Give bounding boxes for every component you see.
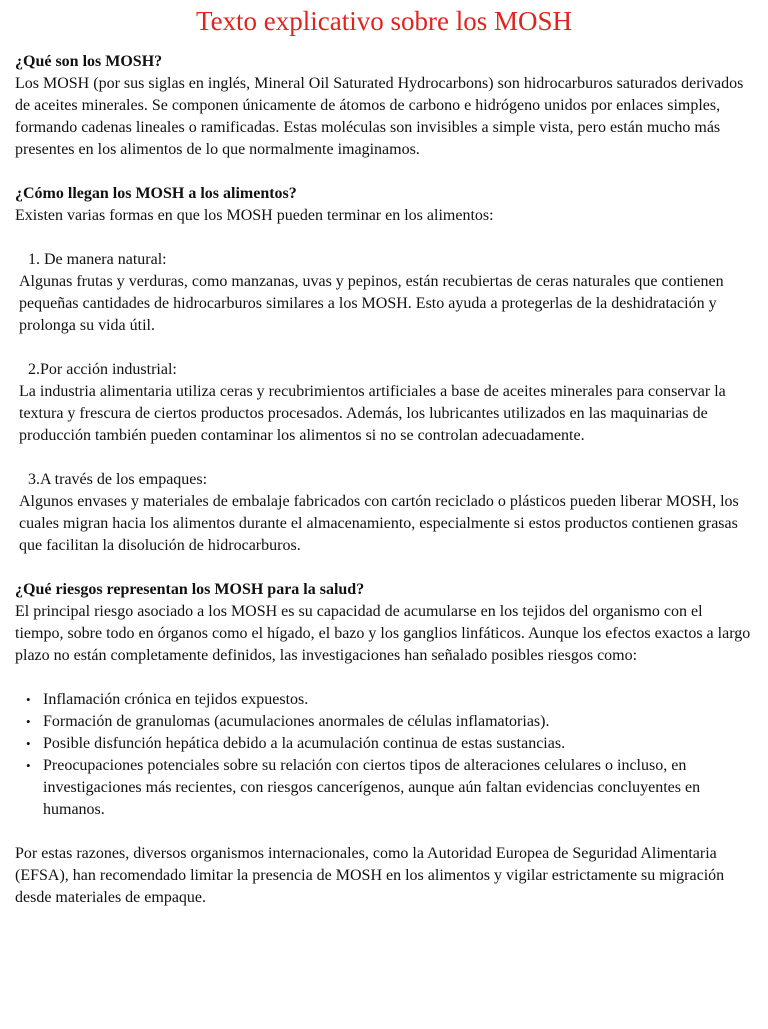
list-item: • Formación de granulomas (acumulaciones anormales de células inflamatorias). (43, 711, 753, 733)
page-title: Texto explicativo sobre los MOSH (195, 6, 573, 36)
list-item: • Posible disfunción hepática debido a la acumulación continua de estas sustancias. (43, 733, 753, 755)
numbered-item-label: 3.A través de los empaques: (28, 471, 208, 488)
numbered-item (15, 249, 753, 337)
numbered-item-text: Algunos envases y materiales de embalaje fabricados con cartón reciclado o plásticos pueden liberar MOSH, los cuales migran hacia los alimentos durante el almacenamiento, especialmente si estos productos contienen grasas que facilitan la disolución de hidrocarburos. (19, 493, 739, 554)
numbered-item-label: 1. De manera natural: (28, 251, 167, 268)
numbered-item-text: La industria alimentaria utiliza ceras y recubrimientos artificiales a base de aceites minerales para conservar la textura y frescura de ciertos productos procesados. Además, los lubricantes utilizados en las maquinarias de producción también pueden contaminar los alimentos si no se controlan adecuadamente. (19, 383, 726, 444)
document-page (0, 5, 768, 1029)
section-paragraph: El principal riesgo asociado a los MOSH es su capacidad de acumularse en los tejidos del organismo con el tiempo, sobre todo en órganos como el hígado, el bazo y los ganglios linfáticos. Aunque los efectos exactos a largo plazo no están completamente definidos, las investigaciones han señalado posibles riesgos como: (15, 603, 751, 664)
section-heading: ¿Cómo llegan los MOSH a los alimentos? (15, 185, 297, 202)
section-how-mosh-reach-food (15, 183, 753, 557)
section-health-risks (15, 579, 753, 821)
numbered-item (15, 469, 753, 557)
risk-list (15, 689, 753, 821)
numbered-item (15, 359, 753, 447)
list-item: • Inflamación crónica en tejidos expuestos. (43, 689, 753, 711)
numbered-item-label: 2.Por acción industrial: (28, 361, 177, 378)
section-heading: ¿Qué riesgos representan los MOSH para la salud? (15, 581, 365, 598)
numbered-item-text: Algunas frutas y verduras, como manzanas, uvas y pepinos, están recubiertas de ceras naturales que contienen pequeñas cantidades de hidrocarburos similares a los MOSH. Esto ayuda a protegerlas de la deshidratación y prolonga su vida útil. (19, 273, 724, 334)
list-item: • Preocupaciones potenciales sobre su relación con ciertos tipos de alteraciones celulares o incluso, en investigaciones más recientes, con riesgos cancerígenos, aunque aún faltan evidencias concluyentes en humanos. (43, 755, 753, 821)
section-what-are-mosh (15, 51, 753, 161)
section-intro: Existen varias formas en que los MOSH pueden terminar en los alimentos: (15, 207, 494, 224)
closing-paragraph: Por estas razones, diversos organismos internacionales, como la Autoridad Europea de Seguridad Alimentaria (EFSA), han recomendado limitar la presencia de MOSH en los alimentos y vigilar estrictamente su migración desde materiales de empaque. (15, 845, 725, 906)
document-body (15, 51, 753, 909)
section-heading: ¿Qué son los MOSH? (15, 53, 163, 70)
section-paragraph: Los MOSH (por sus siglas en inglés, Mineral Oil Saturated Hydrocarbons) son hidrocarburos saturados derivados de aceites minerales. Se componen únicamente de átomos de carbono e hidrógeno unidos por enlaces simples, formando cadenas lineales o ramificadas. Estas moléculas son invisibles a simple vista, pero están mucho más presentes en los alimentos de lo que normalmente imaginamos. (15, 75, 744, 158)
